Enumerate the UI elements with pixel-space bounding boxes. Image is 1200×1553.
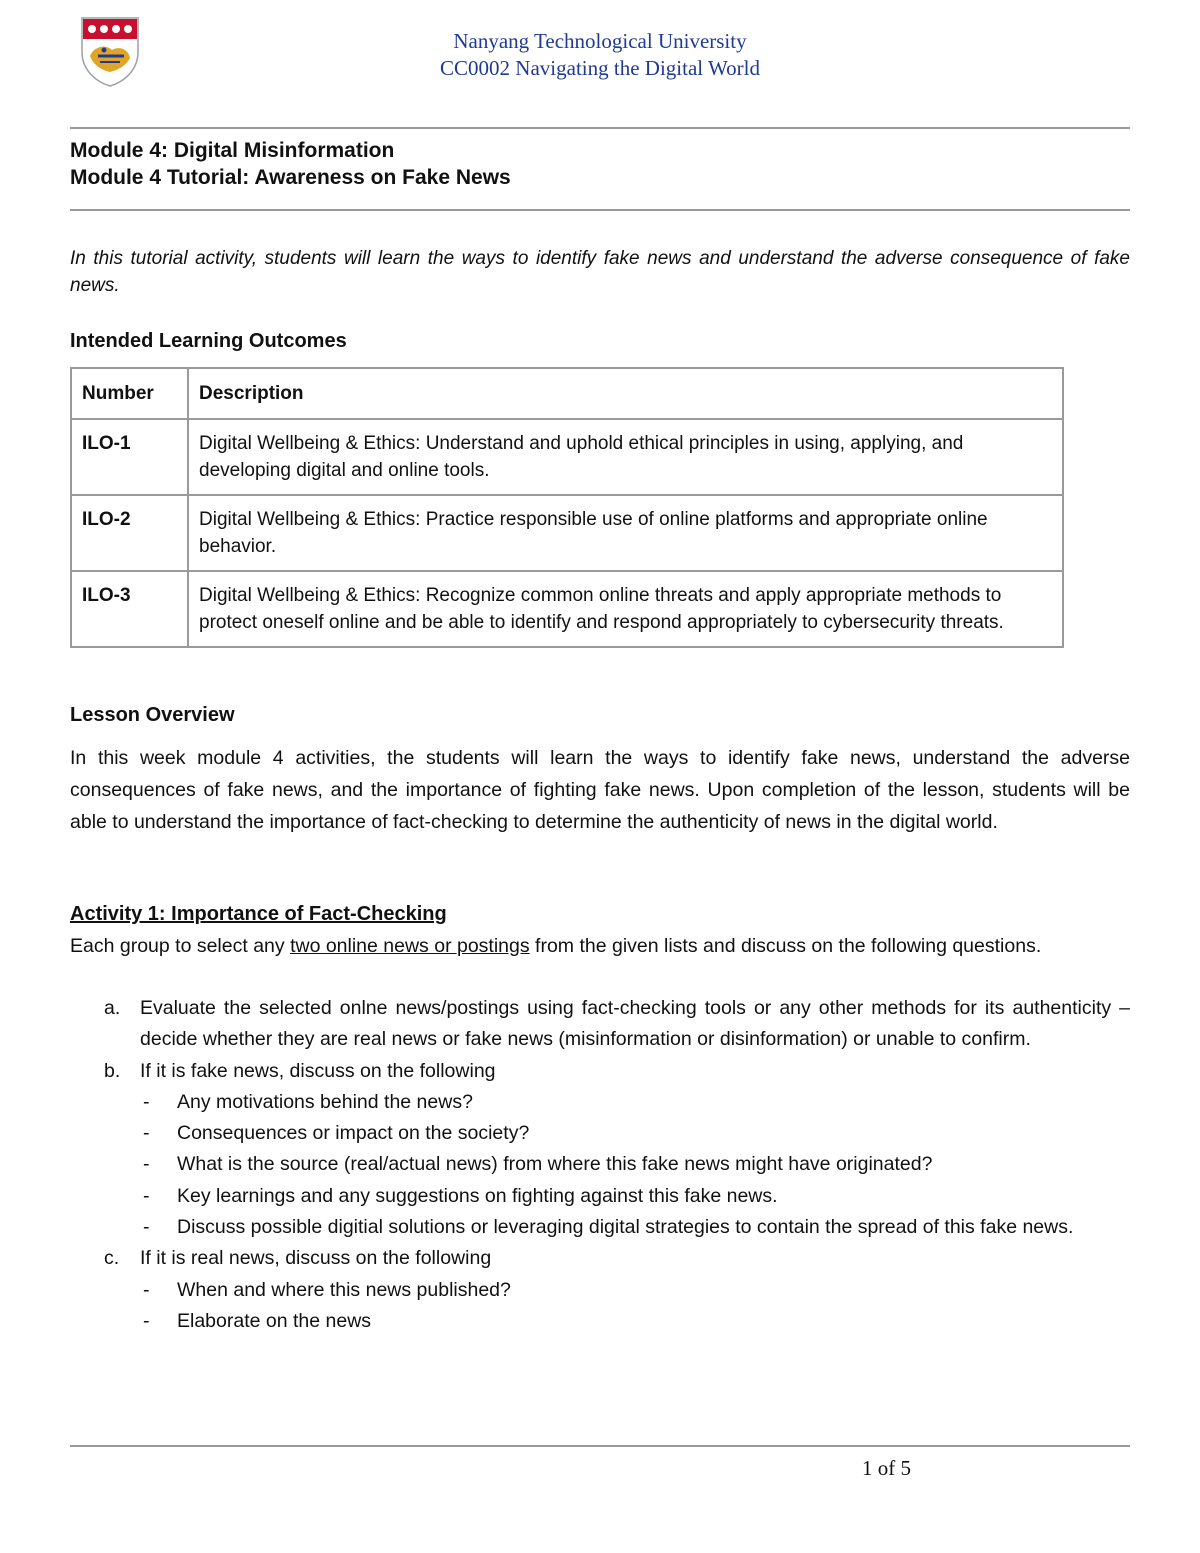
table-header-row [71, 368, 1063, 419]
lesson-overview-text: In this week module 4 activities, the students will learn the ways to identify fake news, understand the adverse consequences of fake news, and the importance of fighting fake news. Upon completion of the lesson, students will be able to understand the importance of fact-checking to determine the authenticity of news in the digital world. [70, 747, 1130, 833]
list-item [70, 1243, 1130, 1274]
ilo-heading: Intended Learning Outcomes [70, 330, 347, 352]
dash-bullet: - [143, 1216, 150, 1239]
document-header [300, 28, 900, 82]
sub-item-text: Discuss possible digitial solutions or leveraging digital strategies to contain the spread of this fake news. [177, 1216, 1074, 1239]
ilo-description: Digital Wellbeing & Ethics: Understand and uphold ethical principles in using, applying, and developing digital and online tools. [188, 419, 1063, 495]
ilo-number: ILO-1 [71, 419, 188, 495]
table-row [71, 495, 1063, 571]
sub-list-item [70, 1118, 1130, 1149]
sub-item-text: Consequences or impact on the society? [177, 1122, 530, 1145]
sub-item-text: What is the source (real/actual news) from where this fake news might have originated? [177, 1153, 933, 1176]
column-header-description: Description [188, 368, 1063, 419]
course-title: CC0002 Navigating the Digital World [440, 56, 760, 80]
title-divider [70, 209, 1130, 211]
item-text: If it is fake news, discuss on the following [140, 1059, 496, 1082]
dash-bullet: - [143, 1184, 150, 1207]
ilo-number: ILO-2 [71, 495, 188, 571]
sub-item-text: When and where this news published? [177, 1278, 511, 1301]
sub-item-text: Elaborate on the news [177, 1309, 372, 1332]
sub-list-item [70, 1306, 1130, 1337]
sub-item-text: Any motivations behind the news? [177, 1090, 473, 1113]
ilo-table [70, 367, 1064, 648]
sub-list-item [70, 1275, 1130, 1306]
page-number: 1 of 5 [862, 1456, 911, 1480]
dash-bullet: - [143, 1153, 150, 1176]
table-row [71, 419, 1063, 495]
activity-title: Activity 1: Importance of Fact-Checking [70, 903, 447, 925]
dash-bullet: - [143, 1122, 150, 1145]
sub-list-item [70, 1149, 1130, 1180]
module-title: Module 4: Digital Misinformation [70, 139, 395, 162]
sub-list-item [70, 1087, 1130, 1118]
list-item [70, 1056, 1130, 1087]
column-header-number: Number [71, 368, 188, 419]
dash-bullet: - [143, 1090, 150, 1113]
item-text: If it is real news, discuss on the following [140, 1247, 492, 1270]
item-text: Evaluate the selected onlne news/postings using fact-checking tools or any other methods for its authenticity – decide whether they are real news or fake news (misinformation or disinformation) or unable to confirm. [140, 997, 1130, 1051]
list-item [70, 993, 1130, 1056]
dash-bullet: - [143, 1309, 150, 1332]
dash-bullet: - [143, 1278, 150, 1301]
intro-paragraph: In this tutorial activity, students will learn the ways to identify fake news and understand the adverse consequence of fake news. [70, 248, 1130, 296]
university-crest-icon [80, 16, 140, 88]
activity-intro-start: Each group to select any [70, 935, 291, 957]
ilo-number: ILO-3 [71, 571, 188, 647]
activity-intro-underlined: two online news or postings [290, 935, 530, 957]
header-divider [70, 127, 1130, 129]
question-list [70, 993, 1130, 1337]
footer-divider [70, 1445, 1130, 1447]
table-row [71, 571, 1063, 647]
ilo-description: Digital Wellbeing & Ethics: Recognize common online threats and apply appropriate methods to protect oneself online and be able to identify and respond appropriately to cybersecurity threats. [188, 571, 1063, 647]
item-letter: b. [104, 1059, 121, 1082]
sub-list-item [70, 1212, 1130, 1243]
item-letter: a. [104, 997, 121, 1019]
item-letter: c. [104, 1247, 120, 1270]
ilo-description: Digital Wellbeing & Ethics: Practice responsible use of online platforms and appropriate online behavior. [188, 495, 1063, 571]
sub-item-text: Key learnings and any suggestions on fighting against this fake news. [177, 1184, 778, 1207]
sub-list-item [70, 1181, 1130, 1212]
lesson-overview-heading: Lesson Overview [70, 704, 235, 726]
activity-intro [70, 931, 1140, 961]
university-name: Nanyang Technological University [453, 29, 747, 53]
tutorial-title: Module 4 Tutorial: Awareness on Fake News [70, 166, 511, 189]
activity-intro-end: from the given lists and discuss on the following questions. [529, 935, 1042, 957]
